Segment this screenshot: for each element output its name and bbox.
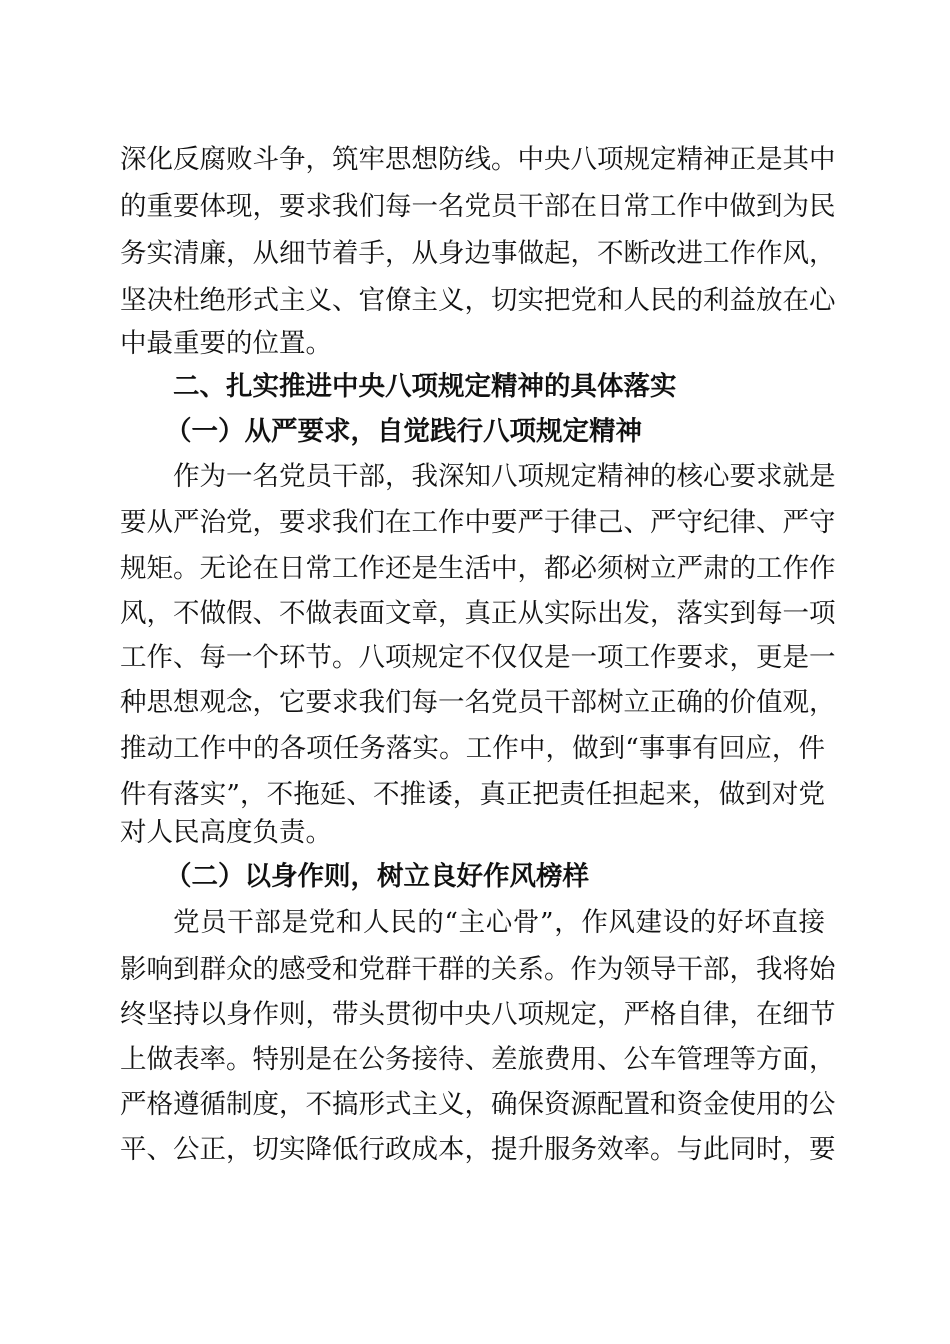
paragraph-line: 务实清廉，从细节着手，从身边事做起，不断改进工作作风， bbox=[120, 238, 836, 269]
paragraph-line: 严格遵循制度，不搞形式主义，确保资源配置和资金使用的公 bbox=[120, 1089, 836, 1120]
paragraph-line: 作为一名党员干部，我深知八项规定精神的核心要求就是 bbox=[173, 461, 836, 492]
paragraph-line: 党员干部是党和人民的“主心骨”，作风建设的好坏直接 bbox=[173, 907, 825, 938]
paragraph-line: 平、公正，切实降低行政成本，提升服务效率。与此同时，要 bbox=[120, 1134, 836, 1165]
subsection-heading: （二）以身作则，树立良好作风榜样 bbox=[165, 861, 589, 892]
paragraph-line: 要从严治党，要求我们在工作中要严于律己、严守纪律、严守 bbox=[120, 507, 836, 538]
paragraph-line: 坚决杜绝形式主义、官僚主义，切实把党和人民的利益放在心 bbox=[120, 285, 836, 316]
paragraph-line: 的重要体现，要求我们每一名党员干部在日常工作中做到为民 bbox=[120, 191, 836, 222]
section-heading: 二、扎实推进中央八项规定精神的具体落实 bbox=[173, 371, 677, 402]
subsection-heading: （一）从严要求，自觉践行八项规定精神 bbox=[165, 416, 642, 447]
paragraph-line: 件有落实”，不拖延、不推诿，真正把责任担起来，做到对党 bbox=[120, 779, 825, 810]
paragraph-line: 中最重要的位置。 bbox=[120, 328, 332, 359]
paragraph-line: 对人民高度负责。 bbox=[120, 817, 332, 848]
paragraph-line: 工作、每一个环节。八项规定不仅仅是一项工作要求，更是一 bbox=[120, 642, 836, 673]
paragraph-line: 风，不做假、不做表面文章，真正从实际出发，落实到每一项 bbox=[120, 598, 836, 629]
paragraph-line: 上做表率。特别是在公务接待、差旅费用、公车管理等方面， bbox=[120, 1044, 836, 1075]
paragraph-line: 终坚持以身作则，带头贯彻中央八项规定，严格自律，在细节 bbox=[120, 999, 836, 1030]
paragraph-line: 深化反腐败斗争，筑牢思想防线。中央八项规定精神正是其中 bbox=[120, 144, 836, 175]
paragraph-line: 推动工作中的各项任务落实。工作中，做到“事事有回应，件 bbox=[120, 733, 825, 764]
paragraph-line: 影响到群众的感受和党群干群的关系。作为领导干部，我将始 bbox=[120, 954, 836, 985]
paragraph-line: 种思想观念，它要求我们每一名党员干部树立正确的价值观， bbox=[120, 687, 836, 718]
paragraph-line: 规矩。无论在日常工作还是生活中，都必须树立严肃的工作作 bbox=[120, 553, 836, 584]
